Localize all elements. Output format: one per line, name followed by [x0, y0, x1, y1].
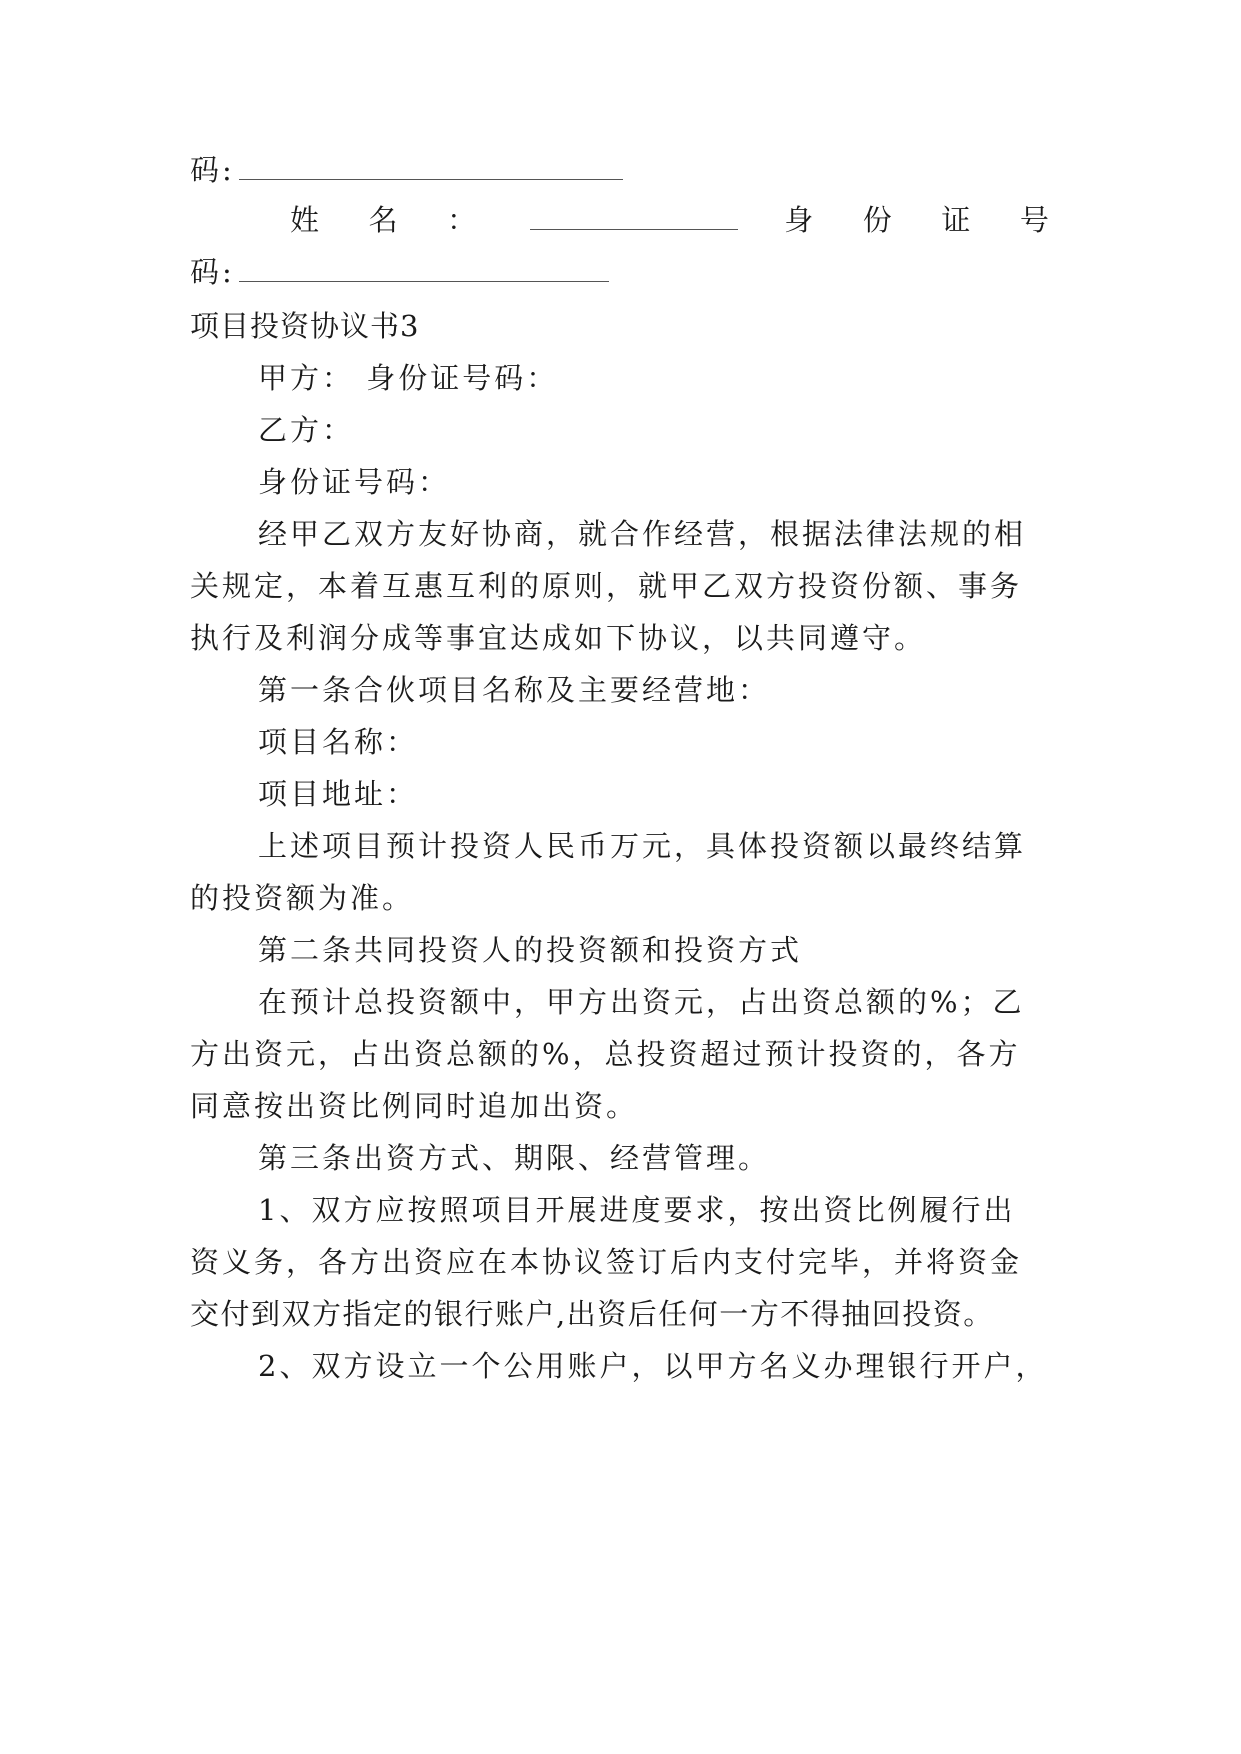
- id-number-line-2: [190, 252, 1052, 292]
- article-1-title: 第一条合伙项目名称及主要经营地：: [258, 673, 771, 707]
- article-1-project-name: 项目名称：: [258, 725, 419, 759]
- id-label-char: 证: [941, 203, 974, 237]
- party-a-line: 甲方： 身份证号码：: [258, 361, 559, 395]
- line-prefix: 码:: [190, 255, 235, 289]
- article-2-paragraph-line: 在预计总投资额中，甲方出资元，占出资总额的%；乙: [258, 985, 1025, 1019]
- article-2-paragraph-line: 同意按出资比例同时追加出资。: [190, 1089, 639, 1123]
- article-3-item-1-line: 1、双方应按照项目开展进度要求，按出资比例履行出: [258, 1193, 1016, 1227]
- line-prefix: 码:: [190, 153, 235, 187]
- article-2-title: 第二条共同投资人的投资额和投资方式: [258, 933, 803, 967]
- blank-underline: [239, 157, 623, 180]
- name-blank-underline: [530, 207, 738, 230]
- intro-paragraph-line: 关规定，本着互惠互利的原则，就甲乙双方投资份额、事务: [190, 569, 1023, 603]
- id-label-char: 号: [1019, 203, 1052, 237]
- id-number-line-1: [190, 150, 1052, 190]
- article-3-item-2-line: 2、双方设立一个公用账户，以甲方名义办理银行开户，: [258, 1349, 1048, 1383]
- name-id-line: [290, 200, 1052, 240]
- intro-paragraph-line: 经甲乙双方友好协商，就合作经营，根据法律法规的相: [258, 517, 1027, 551]
- name-id-spread: [290, 200, 1052, 240]
- name-label-char: 名: [368, 203, 401, 237]
- article-2-paragraph-line: 方出资元，占出资总额的%，总投资超过预计投资的，各方: [190, 1037, 1021, 1071]
- id-label-char: 身: [784, 203, 817, 237]
- article-1-paragraph-line: 上述项目预计投资人民币万元，具体投资额以最终结算: [258, 829, 1027, 863]
- party-b-id-line: 身份证号码：: [258, 465, 451, 499]
- id-label-char: 份: [862, 203, 895, 237]
- intro-paragraph-line: 执行及利润分成等事宜达成如下协议，以共同遵守。: [190, 621, 927, 655]
- article-3-item-1-line: 交付到双方指定的银行账户,出资后任何一方不得抽回投资。: [190, 1297, 994, 1331]
- name-label-char: 姓: [290, 203, 323, 237]
- article-3-title: 第三条出资方式、期限、经营管理。: [258, 1141, 771, 1175]
- party-b-line: 乙方：: [258, 413, 355, 447]
- article-3-item-1-line: 资义务，各方出资应在本协议签订后内支付完毕，并将资金: [190, 1245, 1023, 1279]
- article-1-project-address: 项目地址：: [258, 777, 419, 811]
- blank-underline: [239, 259, 609, 282]
- name-label-char: ：: [447, 203, 480, 237]
- document-title: 项目投资协议书3: [190, 309, 420, 343]
- article-1-paragraph-line: 的投资额为准。: [190, 881, 415, 915]
